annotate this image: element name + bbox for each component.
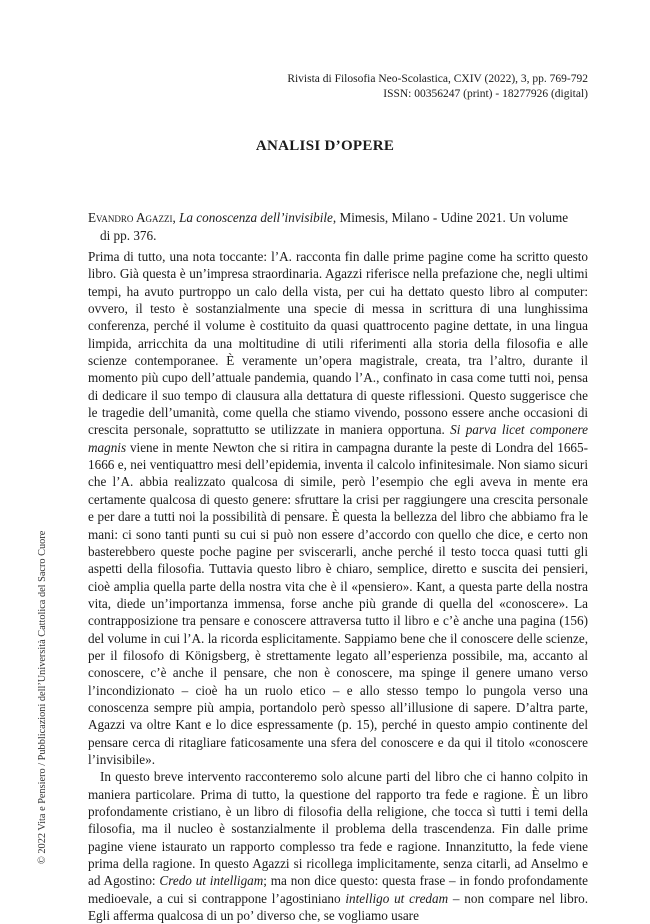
copyright-note: © 2022 Vita e Pensiero / Pubblicazioni dell’Università Cattolica del Sacro Cuore: [37, 530, 48, 864]
issn-line: ISSN: 00356247 (print) - 18277926 (digital): [383, 88, 588, 100]
paragraph-1-latin: Si parva licet componere magnis: [88, 422, 588, 455]
copyright-margin: [37, 0, 51, 919]
citation-author: Evandro Agazzi: [88, 210, 173, 225]
paragraph-2-middle: ; ma non dice questo: questa frase – in fondo profondamente medioevale, a cui si contrappone l’agostiniano: [88, 873, 588, 906]
citation-publisher: , Mimesis, Milano - Udine 2021. Un volume: [332, 210, 569, 225]
journal-header: [287, 72, 588, 102]
review-body: [88, 248, 588, 924]
paragraph-2-text: In questo breve intervento racconteremo solo alcune parti del libro che ci hanno colpito in maniera particolare. Prima di tutto, la questione del rapporto tra fede e ragione. È un libro profondamente cristiano, è un libro di filosofia della religione, che tocca sì tutti i temi della filosofia, ma il nucleo è sostanzialmente il problema della trascendenza. Fin dalle prime pagine viene istaurato un rapporto complesso tra fede e ragione. Innanzitutto, la fede viene prima della ragione. In questo Agazzi si ricollega implicitamente, senza citarli, ad Anselmo e ad Agostino:: [88, 769, 588, 889]
paragraph-2: [88, 768, 588, 924]
journal-citation-line: Rivista di Filosofia Neo-Scolastica, CXIV (2022), 3, pp. 769-792: [287, 73, 588, 85]
paragraph-1-continuation: viene in mente Newton che si ritira in campagna durante la peste di Londra del 1665-1666 e, nei ventiquattro mesi dell’epidemia, inventa il calcolo infinitesimale. Non siamo sicuri che l’A. abbia realizzato qualcosa di simile, però l’esempio che egli aveva in mente era certamente qualcosa di questo genere: sfruttare la crisi per raggiungere una crescita personale e per dare a tutti noi la possibilità di pensare. È questa la bellezza del libro che abbiamo fra le mani: ci sono tanti punti su cui si può non essere d’accordo con quello che dice, e certo non basterebbero queste poche pagine per sviscerarli, anche perché il testo tocca quasi tutti gli aspetti della filosofia. Tuttavia questo libro è chiaro, semplice, diretto e suscita dei pensieri, cioè amplia quella parte della nostra vita che è il «pensiero». Kant, a questa parte della nostra vita, diede un’importanza immensa, forse anche più grande di quella del «conoscere». La contrapposizione tra pensare e conoscere attraversa tutto il libro e c’è anche una pagina (156) del volume in cui l’A. la ricorda esplicitamente. Sappiamo bene che il conoscere delle scienze, per il filosofo di Königsberg, è strettamente legato all’esperienza possibile, ma, accanto al conoscere, c’è anche il pensare, che non è conoscere, ma spinge il genere umano verso l’incondizionato – cioè ha un ruolo etico – e allo stesso tempo lo pungola verso una conoscenza sempre più ampia, portandolo però spesso all’illusione di sapere. D’altra parte, Agazzi va oltre Kant e lo dice espressamente (p. 15), perché in questo ampio continente del pensare cerca di ritagliare faticosamente una sfera del conoscere e da qui il titolo «conoscere l’invisibile».: [88, 439, 588, 767]
citation-title: La conoscenza dell’invisibile: [179, 210, 333, 225]
section-title: ANALISI D’OPERE: [255, 138, 395, 154]
paragraph-1: [88, 248, 588, 768]
paragraph-1-text: Prima di tutto, una nota toccante: l’A. racconta fin dalle prime pagine come ha scritto questo libro. Già questa è un’impresa straordinaria. Agazzi riferisce nella prefazione che, negli ultimi tempi, ha avuto purtroppo un calo della vista, per cui ha dettato questo libro al computer: ovvero, il testo è sostanzialmente una specie di messa in scrittura di una lunghissima conferenza, perché il volume è costituito da quasi quattrocento pagine dettate, in una lingua limpida, arricchita da una moltitudine di utili riferimenti alla storia della filosofia e alle scienze contemporanee. È veramente un’opera magistrale, creata, tra l’altro, durante il momento più cupo dell’attuale pandemia, quando l’A., confinato in casa come tutti noi, pensa di dedicare il suo tempo di clausura alla dettatura di queste riflessioni. Questo suggerisce che le tragedie dell’umanità, come quella che stiamo vivendo, possono essere anche occasioni di crescita personale, soprattutto se utilizzate in maniera opportuna.: [88, 249, 588, 438]
paragraph-2-end: – non compare nel libro. Egli afferma qualcosa di un po’ diverso che, se vogliamo usare: [88, 890, 588, 924]
paragraph-2-latin-2: intelligo ut credam: [345, 890, 449, 906]
citation-pages: di pp. 376.: [100, 227, 157, 243]
book-citation: Evandro Agazzi, La conoscenza dell’invisibile, Mimesis, Milano - Udine 2021. Un volume di pp. 376.: [88, 210, 569, 243]
paragraph-2-latin-1: Credo ut intelligam: [159, 873, 264, 889]
